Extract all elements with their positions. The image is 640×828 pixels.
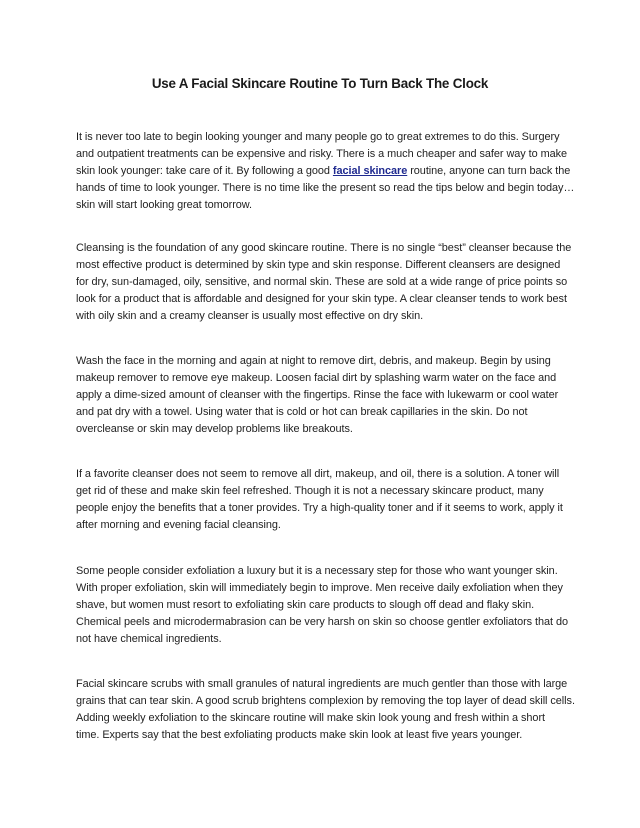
text-line: most effective product is determined by skin type and skin response. Different cleansers are designed <box>76 258 561 271</box>
paragraph-exfoliation <box>76 563 566 648</box>
paragraph-toner <box>76 466 566 534</box>
text-line: Some people consider exfoliation a luxury but it is a necessary step for those who want younger skin. <box>76 565 558 577</box>
text-line: time. Experts say that the best exfoliating products make skin look at least five years younger. <box>76 728 523 741</box>
text-line: makeup remover to remove eye makeup. Loosen facial dirt by splashing warm water on the face and <box>76 371 557 384</box>
link-suffix-text: routine, anyone can turn back the <box>407 164 571 177</box>
text-line: grains that can tear skin. A good scrub brightens complexion by removing the top layer of dead skill cells. <box>76 694 575 707</box>
text-line: and pat dry with a towel. Using water that is cold or hot can break capillaries in the skin. Do not <box>76 405 528 418</box>
text-line: hands of time to look younger. There is no time like the present so read the tips below and begin today… <box>76 181 575 194</box>
text-line: skin will start looking great tomorrow. <box>76 198 252 211</box>
paragraph-cleansing <box>76 240 572 325</box>
text-line: shave, but women must resort to exfoliating skin care products to slough off dead and flaky skin. <box>76 598 535 611</box>
text-line-with-link <box>76 163 571 180</box>
facial-skincare-link[interactable]: facial skincare <box>332 164 408 177</box>
paragraph-intro <box>76 129 575 214</box>
text-line: get rid of these and make skin feel refreshed. Though it is not a necessary skincare product, many <box>76 484 544 497</box>
text-line: Facial skincare scrubs with small granules of natural ingredients are much gentler than those with large <box>76 678 568 690</box>
text-line: It is never too late to begin looking younger and many people go to great extremes to do this. Surgery <box>76 131 560 143</box>
text-line: overcleanse or skin may develop problems like breakouts. <box>76 422 353 435</box>
text-line: look for a product that is affordable and designed for your skin type. A clear cleanser tends to work best <box>76 292 567 305</box>
text-line: Wash the face in the morning and again at night to remove dirt, debris, and makeup. Begin by using <box>76 355 551 367</box>
text-line: people enjoy the benefits that a toner provides. Try a high-quality toner and if it seems to work, apply it <box>76 501 563 514</box>
text-line: for dry, sun-damaged, oily, sensitive, and normal skin. These are sold at a wide range of price points so <box>76 275 568 288</box>
document-title: Use A Facial Skincare Routine To Turn Back The Clock <box>151 76 489 91</box>
paragraph-scrubs <box>76 676 575 744</box>
text-line: Adding weekly exfoliation to the skincare routine will make skin look young and fresh within a short <box>76 711 545 724</box>
text-line: with oily skin and a creamy cleanser is usually most effective on dry skin. <box>76 309 424 322</box>
text-line: Cleansing is the foundation of any good skincare routine. There is no single “best” cleanser because the <box>76 242 572 254</box>
paragraph-washing <box>76 353 566 438</box>
text-line: after morning and evening facial cleansing. <box>76 518 281 531</box>
text-line: not have chemical ingredients. <box>76 632 222 645</box>
text-line: With proper exfoliation, skin will immediately begin to improve. Men receive daily exfoliation when they <box>76 581 563 594</box>
text-line: If a favorite cleanser does not seem to remove all dirt, makeup, and oil, there is a solution. A toner will <box>76 468 560 480</box>
text-line: and outpatient treatments can be expensive and risky. There is a much cheaper and safer way to make <box>76 147 568 160</box>
text-line: Chemical peels and microdermabrasion can be very harsh on skin so choose gentler exfoliators that do <box>76 615 568 628</box>
text-line: apply a dime-sized amount of cleanser with the fingertips. Rinse the face with lukewarm or cool water <box>76 388 559 401</box>
link-prefix-text: skin look younger: take care of it. By following a good <box>76 164 333 177</box>
